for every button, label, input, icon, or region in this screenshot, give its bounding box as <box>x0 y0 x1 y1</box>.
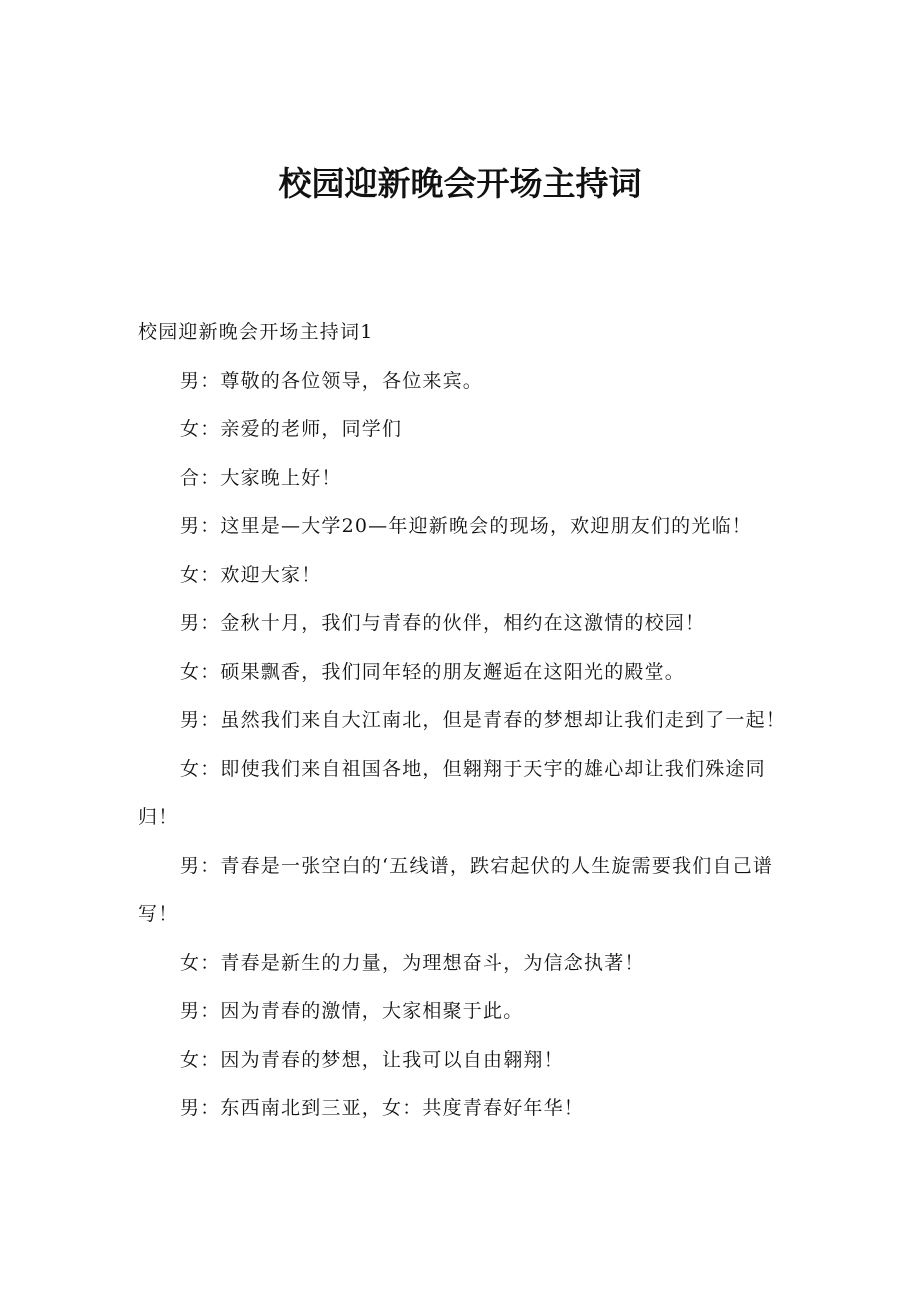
section-heading: 校园迎新晚会开场主持词1 <box>138 321 374 343</box>
document-title: 校园迎新晚会开场主持词 <box>278 164 642 203</box>
dialogue-line: 男：因为青春的激情，大家相聚于此。 <box>180 1000 524 1022</box>
dialogue-line: 合：大家晚上好！ <box>180 466 342 489</box>
dialogue-line: 女：硕果飘香，我们同年轻的朋友邂逅在这阳光的殿堂。 <box>180 660 686 683</box>
dialogue-line: 女：亲爱的老师，同学们 <box>180 418 403 440</box>
dialogue-line: 男：东西南北到三亚，女：共度青春好年华！ <box>180 1097 585 1119</box>
dialogue-line: 女：即使我们来自祖国各地，但翱翔于天宇的雄心却让我们殊途同归！ <box>138 757 766 828</box>
dialogue-line: 男：这里是—大学20—年迎新晚会的现场，欢迎朋友们的光临！ <box>180 515 752 537</box>
dialogue-line: 男：尊敬的各位领导，各位来宾。 <box>180 369 484 392</box>
dialogue-line: 男：金秋十月，我们与青春的伙伴，相约在这激情的校园！ <box>180 612 706 634</box>
document-body <box>138 308 788 1133</box>
dialogue-line: 女：欢迎大家！ <box>180 563 322 586</box>
dialogue-line: 女：青春是新生的力量，为理想奋斗，为信念执著！ <box>180 951 645 974</box>
dialogue-line: 女：因为青春的梦想，让我可以自由翱翔！ <box>180 1048 564 1071</box>
dialogue-line: 男：青春是一张空白的‘五线谱，跌宕起伏的人生旋需要我们自己谱写！ <box>138 854 774 925</box>
dialogue-line: 男：虽然我们来自大江南北，但是青春的梦想却让我们走到了一起！ <box>180 709 787 731</box>
